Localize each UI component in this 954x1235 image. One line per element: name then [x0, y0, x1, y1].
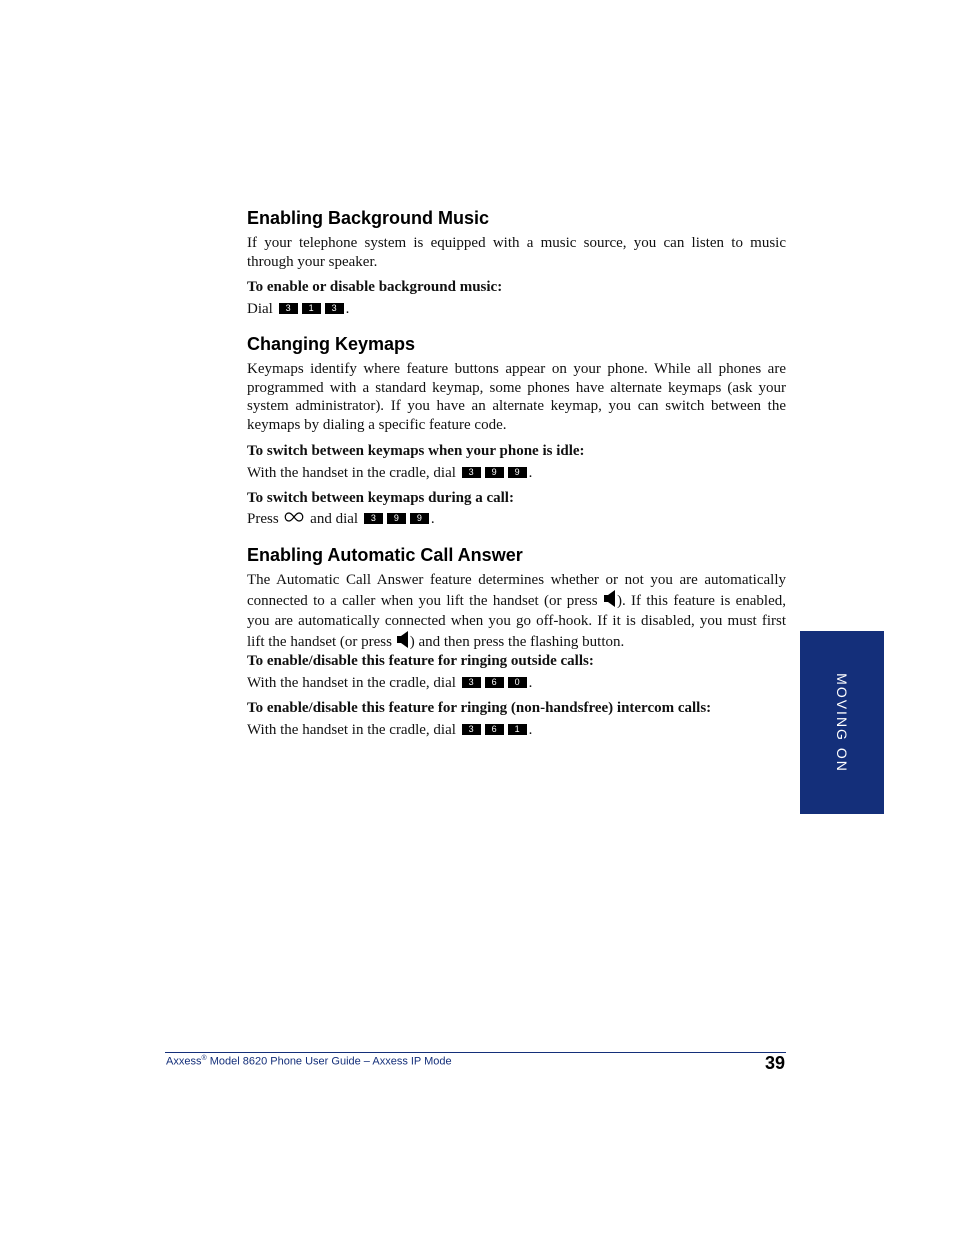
heading-changing-keymaps: Changing Keymaps	[247, 334, 416, 354]
instruction-auto-answer-intercom: To enable/disable this feature for ringing (non-handsfree) intercom calls:	[247, 700, 712, 716]
period: .	[528, 675, 533, 691]
step-auto-answer-outside	[247, 674, 786, 693]
step-dial: and dial	[310, 511, 359, 527]
key-button: 6	[485, 724, 504, 735]
step-prefix: Dial	[247, 301, 273, 317]
step-keymaps-idle	[247, 464, 786, 483]
step-auto-answer-intercom	[247, 721, 786, 740]
step-prefix: With the handset in the cradle, dial	[247, 465, 456, 481]
key-button: 3	[462, 467, 481, 478]
auto-answer-text-2: ). If this feature is enabled, you are automatically connected when you go off-hook. If it is disabled, you must first lift the handset (or press	[247, 592, 787, 650]
instruction-keymaps-call: To switch between keymaps during a call:	[247, 490, 514, 506]
footer-title	[166, 1055, 452, 1068]
key-button: 3	[462, 677, 481, 688]
period: .	[528, 722, 533, 738]
auto-answer-text-3: ) and then press the flashing button.	[409, 633, 625, 650]
instruction-auto-answer-outside: To enable/disable this feature for ringing outside calls:	[247, 653, 594, 669]
key-button: 9	[508, 467, 527, 478]
key-button: 3	[462, 724, 481, 735]
feature-button-icon	[282, 510, 306, 529]
step-keymaps-call	[247, 510, 786, 529]
speaker-icon	[603, 590, 617, 613]
step-prefix: With the handset in the cradle, dial	[247, 722, 456, 738]
heading-background-music: Enabling Background Music	[247, 208, 490, 228]
paragraph-auto-answer	[247, 571, 786, 654]
footer-registered-mark: ®	[201, 1055, 207, 1062]
key-button: 3	[279, 303, 298, 314]
step-background-music	[247, 300, 786, 319]
key-button: 9	[485, 467, 504, 478]
section-side-tab	[800, 631, 884, 814]
key-button: 0	[508, 677, 527, 688]
footer-brand: Axxess	[166, 1055, 202, 1068]
speaker-icon	[396, 631, 410, 654]
step-press: Press	[247, 511, 279, 527]
side-tab-label: MOVING ON	[834, 672, 850, 773]
step-prefix: With the handset in the cradle, dial	[247, 675, 456, 691]
period: .	[345, 301, 350, 317]
key-button: 6	[485, 677, 504, 688]
footer-rule	[165, 1052, 786, 1053]
paragraph-changing-keymaps: Keymaps identify where feature buttons appear on your phone. While all phones are programmed with a standard keymap, some phones have alternate keymaps (ask your system administrator). If you have an alternate keymap, you can switch between the keymaps by dialing a specific feature code.	[247, 361, 786, 434]
instruction-background-music: To enable or disable background music:	[247, 279, 503, 295]
period: .	[528, 465, 533, 481]
instruction-keymaps-idle: To switch between keymaps when your phone is idle:	[247, 443, 585, 459]
key-button: 1	[508, 724, 527, 735]
footer-guide-title: Model 8620 Phone User Guide – Axxess IP Mode	[209, 1055, 452, 1068]
key-button: 9	[410, 513, 429, 524]
key-button: 9	[387, 513, 406, 524]
key-button: 3	[364, 513, 383, 524]
heading-auto-answer: Enabling Automatic Call Answer	[247, 545, 523, 565]
auto-answer-text-1: The Automatic Call Answer feature determines whether or not you are automatically connected to a caller when you lift the handset (or press	[247, 572, 786, 609]
key-button: 1	[302, 303, 321, 314]
key-button: 3	[325, 303, 344, 314]
page-number: 39	[764, 1053, 785, 1073]
period: .	[430, 511, 435, 527]
paragraph-background-music: If your telephone system is equipped with a music source, you can listen to music through your speaker.	[247, 235, 786, 270]
